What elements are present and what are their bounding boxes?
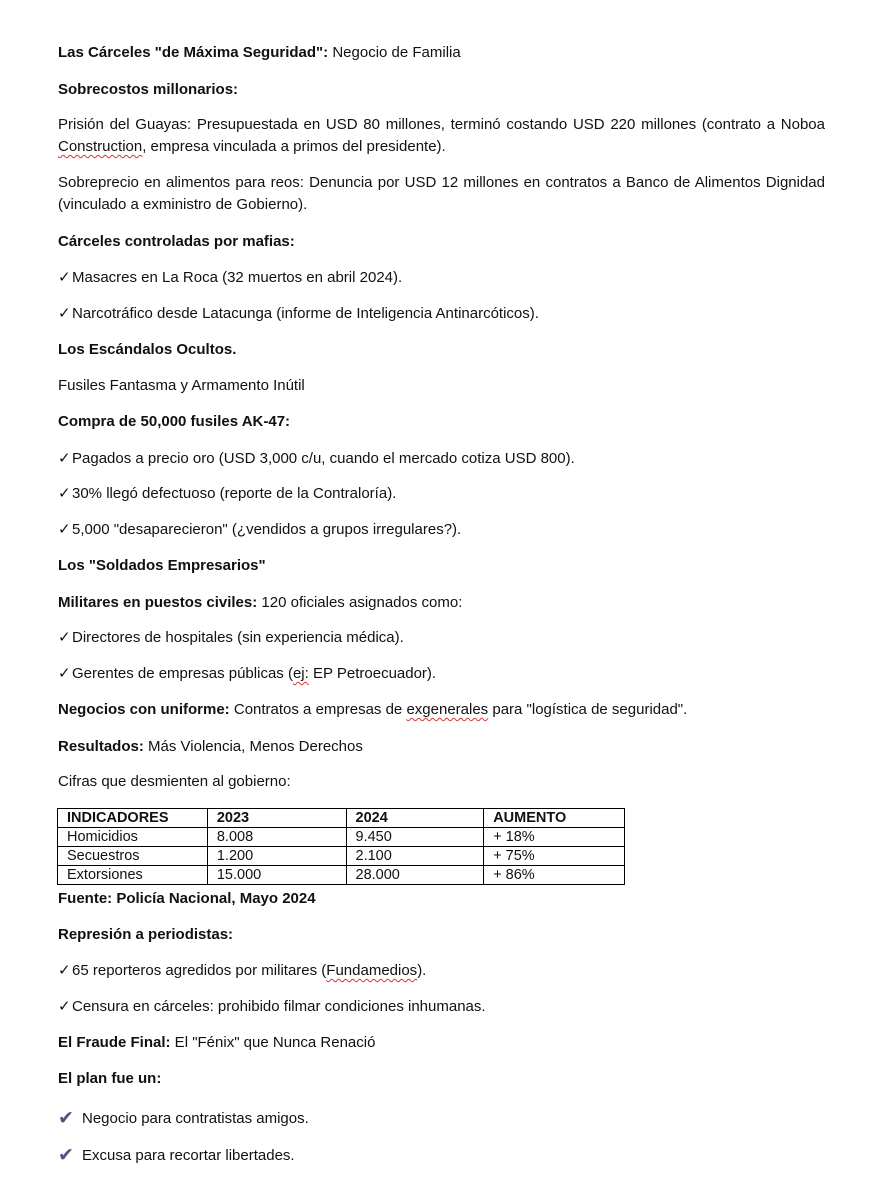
check-icon: ✓ xyxy=(58,450,71,467)
list-item xyxy=(58,1109,309,1128)
sobrecostos-heading: Sobrecostos millonarios: xyxy=(58,81,239,98)
list-item xyxy=(58,962,426,980)
table-header-row xyxy=(58,809,625,828)
fraude-line xyxy=(58,1034,375,1052)
table-cell: + 86% xyxy=(484,866,625,885)
resultados-line xyxy=(58,738,363,756)
represion-heading: Represión a periodistas: xyxy=(58,926,234,943)
list-item-text: Narcotráfico desde Latacunga (informe de Inteligencia Antinarcóticos). xyxy=(72,305,539,322)
list-item-text-end: ). xyxy=(417,962,427,979)
negocios-text-end: para "logística de seguridad". xyxy=(488,701,688,718)
list-item-text: 65 reporteros agredidos por militares ( xyxy=(72,962,327,979)
table-row xyxy=(58,866,625,885)
prision-text-end: , empresa vinculada a primos del presidente). xyxy=(142,138,446,155)
list-item-text: Pagados a precio oro (USD 3,000 c/u, cuando el mercado cotiza USD 800). xyxy=(72,450,575,467)
plan-heading: El plan fue un: xyxy=(58,1070,162,1087)
table-cell: 8.008 xyxy=(207,828,346,847)
negocios-bold: Negocios con uniforme: xyxy=(58,701,230,718)
fuente-line: Fuente: Policía Nacional, Mayo 2024 xyxy=(58,890,316,907)
fusiles-line: Fusiles Fantasma y Armamento Inútil xyxy=(58,377,305,394)
spellcheck-flagged-word[interactable]: Construction xyxy=(58,138,143,155)
list-item-text: 30% llegó defectuoso (reporte de la Contraloría). xyxy=(72,485,397,502)
cifras-line: Cifras que desmienten al gobierno: xyxy=(58,773,291,790)
compra-heading: Compra de 50,000 fusiles AK-47: xyxy=(58,413,291,430)
check-icon: ✓ xyxy=(58,269,71,286)
table-cell: 2.100 xyxy=(346,847,484,866)
check-icon: ✓ xyxy=(58,962,71,979)
indicators-table xyxy=(57,808,625,885)
list-item xyxy=(58,1146,295,1165)
spellcheck-flagged-word[interactable]: ej: xyxy=(292,665,309,682)
list-item xyxy=(58,305,539,323)
table-cell: Secuestros xyxy=(58,847,208,866)
table-cell: + 75% xyxy=(484,847,625,866)
list-item-text: Masacres en La Roca (32 muertos en abril 2024). xyxy=(72,269,403,286)
column-header: AUMENTO xyxy=(484,809,625,828)
list-item xyxy=(58,665,436,683)
fraude-bold: El Fraude Final: xyxy=(58,1034,171,1051)
title-rest: Negocio de Familia xyxy=(328,44,461,61)
negocios-text: Contratos a empresas de xyxy=(229,701,407,718)
check-icon: ✓ xyxy=(58,665,71,682)
list-item-text: Gerentes de empresas públicas ( xyxy=(72,665,293,682)
list-item xyxy=(58,521,461,539)
fraude-rest: El "Fénix" que Nunca Renació xyxy=(170,1034,376,1051)
check-icon: ✓ xyxy=(58,305,71,322)
sobreprecio-paragraph: Sobreprecio en alimentos para reos: Denuncia por USD 12 millones en contratos a Banco de Alimentos Dignidad (vinculado a exministro de Gobierno). xyxy=(58,174,825,213)
check-icon: ✓ xyxy=(58,629,71,646)
prision-guayas-paragraph xyxy=(58,114,825,158)
table-cell: 15.000 xyxy=(207,866,346,885)
spellcheck-flagged-word[interactable]: exgenerales xyxy=(406,701,489,718)
title-bold: Las Cárceles "de Máxima Seguridad": xyxy=(58,44,329,61)
table-cell: 1.200 xyxy=(207,847,346,866)
column-header: 2023 xyxy=(207,809,346,828)
table-cell: 9.450 xyxy=(346,828,484,847)
resultados-bold: Resultados: xyxy=(58,738,144,755)
list-item xyxy=(58,629,404,647)
list-item-text-end: EP Petroecuador). xyxy=(308,665,437,682)
check-icon: ✓ xyxy=(58,485,71,502)
check-icon: ✓ xyxy=(58,998,71,1015)
column-header: 2024 xyxy=(346,809,484,828)
resultados-rest: Más Violencia, Menos Derechos xyxy=(143,738,363,755)
list-item-text: Excusa para recortar libertades. xyxy=(82,1147,295,1164)
table-row xyxy=(58,828,625,847)
heavy-check-icon: ✔ xyxy=(58,1145,74,1166)
escandalos-heading: Los Escándalos Ocultos. xyxy=(58,341,237,358)
list-item-text: Directores de hospitales (sin experiencia médica). xyxy=(72,629,404,646)
check-icon: ✓ xyxy=(58,521,71,538)
list-item-text: Negocio para contratistas amigos. xyxy=(82,1110,309,1127)
militares-bold: Militares en puestos civiles: xyxy=(58,594,258,611)
table-row xyxy=(58,847,625,866)
militares-rest: 120 oficiales asignados como: xyxy=(257,594,463,611)
table-cell: Extorsiones xyxy=(58,866,208,885)
list-item-text: 5,000 "desaparecieron" (¿vendidos a grupos irregulares?). xyxy=(72,521,462,538)
list-item xyxy=(58,998,486,1016)
soldados-heading: Los "Soldados Empresarios" xyxy=(58,557,266,574)
spellcheck-flagged-word[interactable]: Fundamedios xyxy=(326,962,418,979)
table-cell: + 18% xyxy=(484,828,625,847)
militares-line xyxy=(58,594,462,612)
table-cell: Homicidios xyxy=(58,828,208,847)
list-item xyxy=(58,269,402,287)
carceles-heading: Cárceles controladas por mafias: xyxy=(58,233,295,250)
negocios-line xyxy=(58,701,687,719)
table-cell: 28.000 xyxy=(346,866,484,885)
document-title xyxy=(58,44,461,62)
list-item-text: Censura en cárceles: prohibido filmar condiciones inhumanas. xyxy=(72,998,486,1015)
prision-text: Prisión del Guayas: Presupuestada en USD 80 millones, terminó costando USD 220 millones (contrato a Noboa xyxy=(58,116,825,133)
column-header: INDICADORES xyxy=(58,809,208,828)
list-item xyxy=(58,485,396,503)
heavy-check-icon: ✔ xyxy=(58,1108,74,1129)
list-item xyxy=(58,450,575,468)
